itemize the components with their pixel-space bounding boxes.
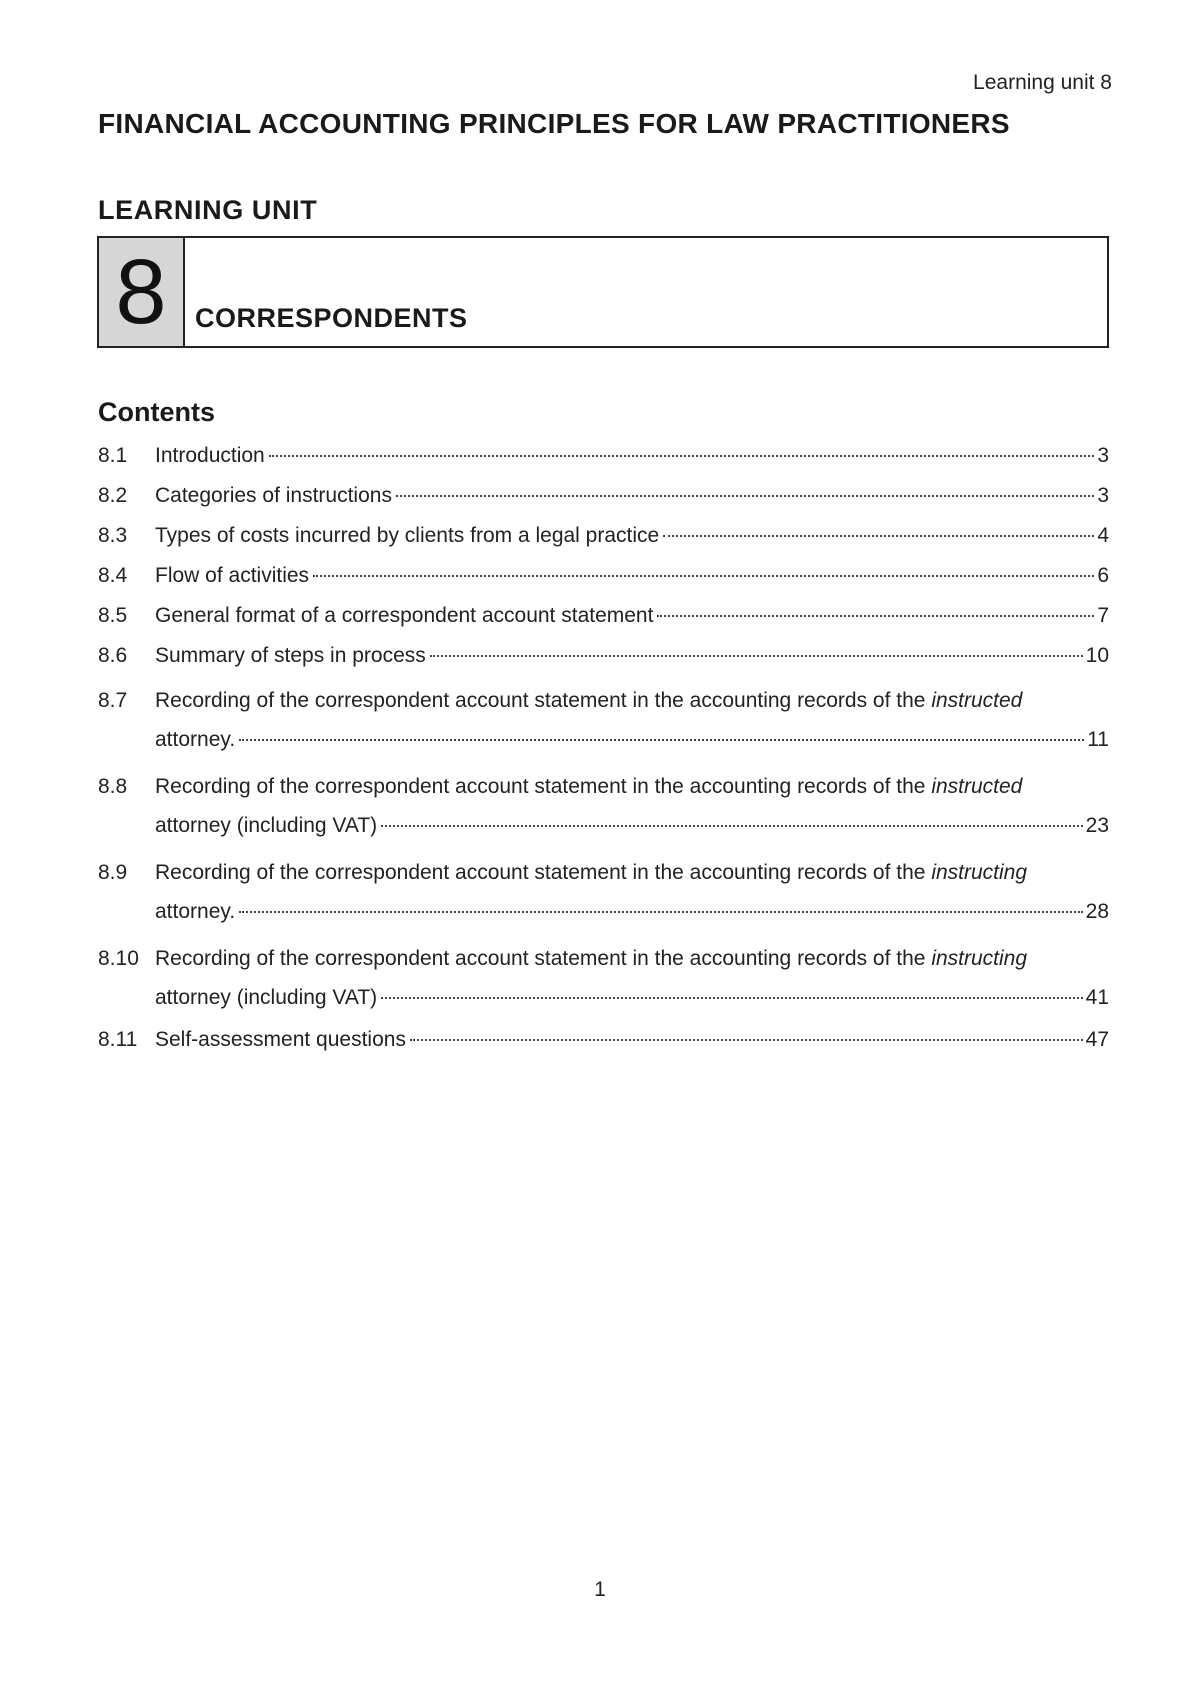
toc-item-number: 8.11 (98, 1028, 138, 1051)
toc-item-title-continued: attorney. (155, 728, 236, 751)
toc-item-page: 3 (1097, 444, 1109, 467)
dot-leader (313, 575, 1094, 577)
toc-item-title: Recording of the correspondent account statement in the accounting records of the instructed (155, 775, 1023, 798)
learning-unit-number: 8 (99, 238, 185, 346)
toc-item-title: Recording of the correspondent account statement in the accounting records of the instructed (155, 689, 1023, 712)
toc-item-page: 10 (1085, 644, 1109, 667)
toc-item-number: 8.9 (98, 861, 128, 884)
table-of-contents (98, 441, 1109, 1065)
toc-item-number: 8.8 (98, 775, 128, 798)
toc-item-title: Summary of steps in process (155, 644, 426, 667)
dot-leader (381, 825, 1082, 827)
toc-item-title-continued: attorney. (155, 900, 236, 923)
dot-leader (396, 495, 1094, 497)
contents-heading: Contents (98, 397, 215, 427)
toc-item[interactable] (98, 641, 1109, 670)
toc-item-title: Self-assessment questions (155, 1028, 406, 1051)
dot-leader (381, 997, 1082, 999)
toc-item-title: Recording of the correspondent account statement in the accounting records of the instructing (155, 861, 1028, 884)
learning-unit-title: CORRESPONDENTS (195, 303, 468, 333)
toc-item[interactable] (98, 939, 1109, 1017)
toc-item-title: Types of costs incurred by clients from a legal practice (155, 524, 660, 547)
toc-item-title: Categories of instructions (155, 484, 392, 507)
toc-item-title: General format of a correspondent account statement (155, 604, 654, 627)
toc-item-page: 47 (1085, 1028, 1109, 1051)
dot-leader (657, 615, 1094, 617)
toc-item-number: 8.1 (98, 444, 128, 467)
toc-item-page: 28 (1085, 900, 1109, 923)
toc-item-number: 8.2 (98, 484, 128, 507)
toc-item-page: 11 (1087, 728, 1109, 751)
toc-item-number: 8.7 (98, 689, 128, 712)
page-number: 1 (594, 1578, 606, 1601)
toc-item-page: 4 (1097, 524, 1109, 547)
toc-item-number: 8.3 (98, 524, 128, 547)
toc-item-title-continued: attorney (including VAT) (155, 814, 378, 837)
dot-leader (663, 535, 1094, 537)
toc-item[interactable] (98, 681, 1109, 759)
toc-item-number: 8.4 (98, 564, 128, 587)
toc-item-number: 8.5 (98, 604, 128, 627)
toc-item[interactable] (98, 767, 1109, 845)
dot-leader (430, 655, 1083, 657)
toc-item[interactable] (98, 561, 1109, 590)
dot-leader (269, 455, 1095, 457)
toc-item[interactable] (98, 853, 1109, 931)
toc-item-title: Flow of activities (155, 564, 310, 587)
toc-item[interactable] (98, 601, 1109, 630)
learning-unit-banner (97, 236, 1109, 348)
toc-item[interactable] (98, 481, 1109, 510)
toc-item-page: 3 (1097, 484, 1109, 507)
toc-item-page: 6 (1097, 564, 1109, 587)
toc-item[interactable] (98, 1025, 1109, 1054)
toc-item-page: 23 (1085, 814, 1109, 837)
toc-item-title: Recording of the correspondent account statement in the accounting records of the instructing (155, 947, 1028, 970)
document-title: FINANCIAL ACCOUNTING PRINCIPLES FOR LAW PRACTITIONERS (98, 108, 1010, 139)
toc-item-page: 7 (1097, 604, 1109, 627)
toc-item-page: 41 (1085, 986, 1109, 1009)
dot-leader (410, 1039, 1083, 1041)
dot-leader (239, 739, 1084, 741)
toc-item-title-continued: attorney (including VAT) (155, 986, 378, 1009)
toc-item-title: Introduction (155, 444, 265, 467)
dot-leader (239, 911, 1082, 913)
toc-item-number: 8.6 (98, 644, 128, 667)
toc-item-number: 8.10 (98, 947, 139, 970)
learning-unit-label: LEARNING UNIT (98, 195, 318, 225)
toc-item[interactable] (98, 441, 1109, 470)
toc-item[interactable] (98, 521, 1109, 550)
running-header: Learning unit 8 (973, 71, 1112, 94)
